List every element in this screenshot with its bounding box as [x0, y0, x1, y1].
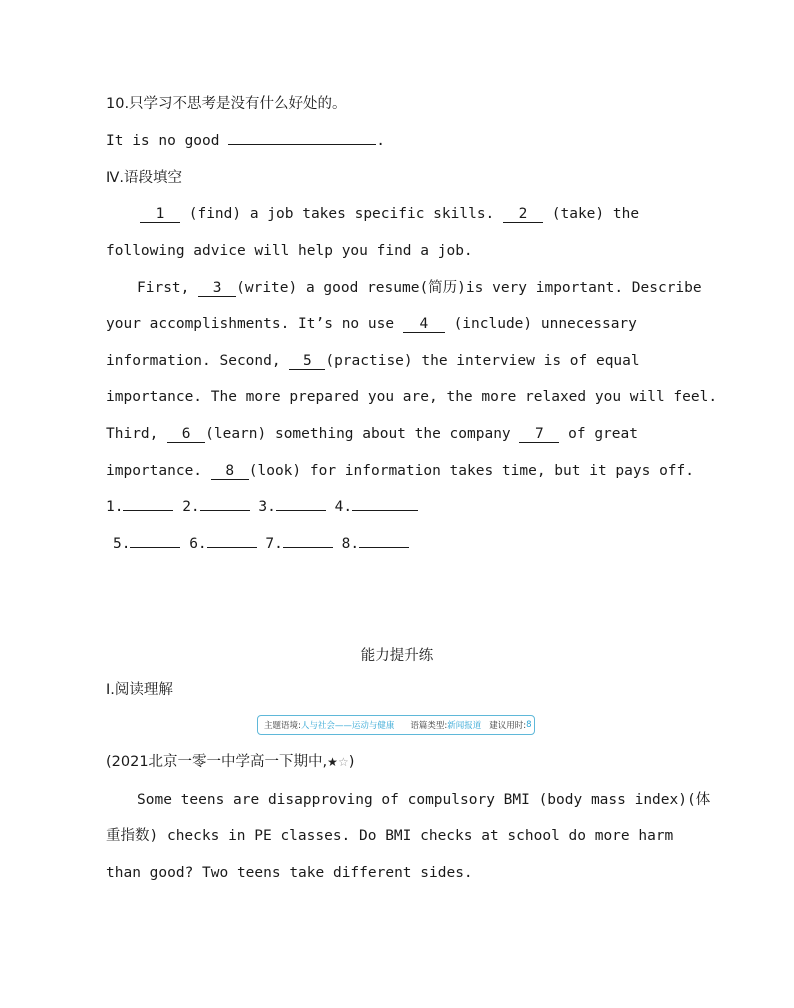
answer-blank-3[interactable] [276, 510, 326, 511]
passage-text: First, [137, 280, 190, 296]
section4-title: Ⅳ.语段填空 [106, 170, 182, 186]
passage-text: (find) a job takes specific skills. [188, 206, 495, 222]
answer-label: 6. [189, 536, 207, 552]
blank-6[interactable]: 6 [167, 426, 205, 443]
passage-text: of great [568, 426, 638, 442]
passage-text: (include) unnecessary [453, 316, 637, 332]
tag-key: 主题语境: [264, 721, 301, 731]
passage-line-6: importance. The more prepared you are, the more relaxed you will feel. [106, 389, 718, 405]
item10-english [106, 131, 385, 151]
answer-label: 3. [258, 499, 276, 515]
answer-blank-6[interactable] [207, 547, 257, 548]
passage-line-4 [106, 314, 637, 334]
answer-label: 5. [113, 536, 131, 552]
passage-text: (practise) the interview is of equal [325, 353, 640, 369]
item10-suffix: . [376, 133, 385, 149]
reading-section-title: Ⅰ.阅读理解 [106, 682, 173, 698]
source-text: (2021北京一零一中学高一下期中, [106, 754, 328, 770]
star-icon: ★ [327, 755, 338, 769]
tag-key: 建议用时: [489, 721, 527, 731]
item10-answer-blank[interactable] [228, 144, 376, 145]
blank-8[interactable]: 8 [211, 463, 249, 480]
blank-3[interactable]: 3 [198, 280, 236, 297]
answer-blank-4[interactable] [352, 510, 418, 511]
answer-label: 8. [341, 536, 360, 552]
blank-1[interactable]: 1 [140, 206, 180, 223]
item10-prefix: It is no good [106, 133, 220, 149]
answer-blank-2[interactable] [200, 510, 250, 511]
passage-text: Third, [106, 426, 159, 442]
passage-text: (look) for information takes time, but it pays off. [248, 463, 694, 479]
answer-label: 2. [182, 499, 200, 515]
passage-line-7 [106, 424, 638, 444]
passage-line-1 [140, 204, 639, 224]
reading-para-line-1: Some teens are disapproving of compulsory BMI (body mass index)(体 [137, 792, 711, 808]
answer-blank-1[interactable] [123, 510, 173, 511]
blank-7[interactable]: 7 [519, 426, 559, 443]
answer-label: 7. [265, 536, 283, 552]
blank-5[interactable]: 5 [289, 353, 325, 370]
answer-blank-8[interactable] [359, 547, 409, 548]
passage-line-2: following advice will help you find a job. [106, 243, 473, 259]
item10-chinese: 10.只学习不思考是没有什么好处的。 [106, 96, 347, 112]
reading-para-line-2: 重指数) checks in PE classes. Do BMI checks at school do more harm [106, 828, 674, 844]
passage-text: (learn) something about the company [205, 426, 511, 442]
reading-para-line-3: than good? Two teens take different sides. [106, 865, 473, 881]
part2-title: 能力提升练 [360, 648, 434, 664]
tag-key: 语篇类型: [410, 721, 448, 731]
answer-row-2 [113, 534, 409, 554]
passage-text: information. Second, [106, 353, 281, 369]
topic-tag-box [257, 715, 535, 735]
blank-4[interactable]: 4 [403, 316, 445, 333]
tag-value: 人与社会——运动与健康 [300, 721, 395, 731]
passage-text: your accomplishments. It’s no use [106, 316, 395, 332]
source-line [106, 752, 354, 772]
answer-blank-7[interactable] [283, 547, 333, 548]
source-end: ) [348, 754, 355, 770]
blank-2[interactable]: 2 [503, 206, 543, 223]
tag-value: 新闻报道 [447, 721, 482, 731]
star-outline-icon: ☆ [337, 755, 349, 769]
passage-text: (write) a good resume(简历)is very important. Describe [236, 280, 702, 296]
passage-text: (take) the [551, 206, 640, 222]
answer-label: 4. [334, 499, 353, 515]
passage-line-5 [106, 351, 640, 371]
tag-value: 8 [526, 720, 532, 730]
answer-blank-5[interactable] [130, 547, 180, 548]
passage-line-8 [106, 461, 694, 481]
passage-text: importance. [106, 463, 203, 479]
answer-label: 1. [106, 499, 124, 515]
answer-row-1 [106, 497, 418, 517]
passage-line-3 [137, 278, 702, 298]
